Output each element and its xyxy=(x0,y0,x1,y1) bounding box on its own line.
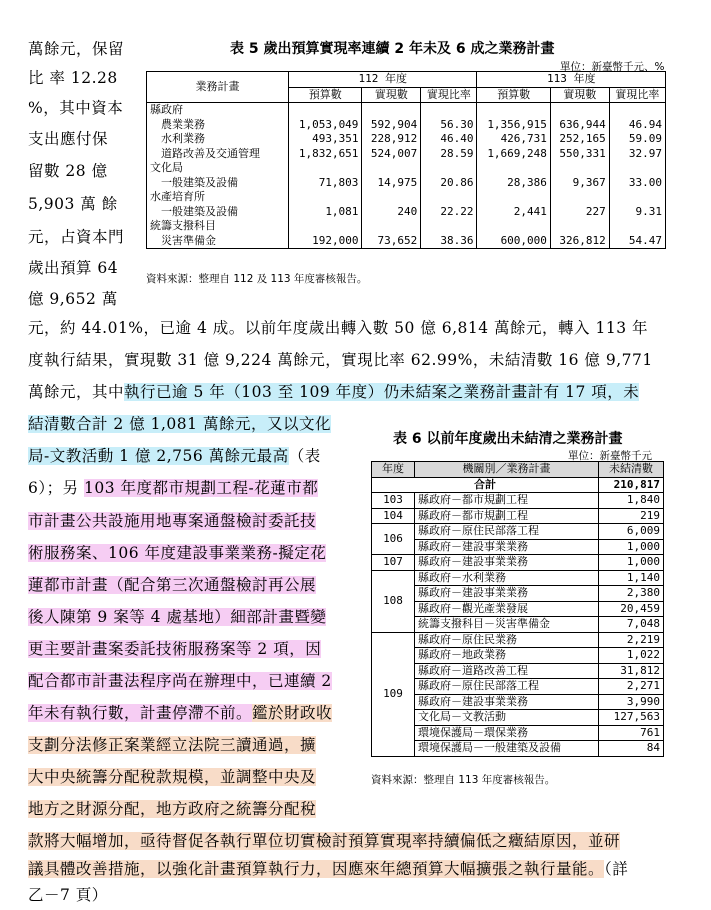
table6-plan: 縣政府－建設事業業務 xyxy=(415,555,599,571)
table5 xyxy=(146,71,666,249)
table5-row xyxy=(147,190,666,205)
text-span: 萬餘元，其中 xyxy=(28,383,125,401)
table6-plan: 統籌支撥科目－災害準備金 xyxy=(415,617,599,633)
table6-row xyxy=(372,617,664,633)
table6-amount: 127,563 xyxy=(599,710,664,726)
table5-category: 文化局 xyxy=(147,161,289,176)
table6-row xyxy=(372,725,664,741)
text-span: （詳 xyxy=(604,860,629,878)
text-line: 度執行結果，實現數 31 億 9,224 萬餘元，實現比率 62.99%，未結清數 16 億 9,771 xyxy=(28,351,653,369)
table5-empty-cell xyxy=(421,103,477,118)
table5-empty-cell xyxy=(362,190,421,205)
table5-value: 28.59 xyxy=(421,147,477,162)
table6-row xyxy=(372,524,664,540)
table5-value: 240 xyxy=(362,205,421,220)
table6-amount: 1,840 xyxy=(599,493,664,509)
table5-value: 71,803 xyxy=(289,176,362,191)
table5-value: 227 xyxy=(550,205,609,220)
table5-value: 33.00 xyxy=(609,176,665,191)
table5-plan-name: 道路改善及交通管理 xyxy=(147,147,289,162)
table5-value: 550,331 xyxy=(550,147,609,162)
table5-value: 56.30 xyxy=(421,118,477,133)
highlight-pink: 市計畫公共設施用地專案通盤檢討委託技 xyxy=(28,512,317,530)
highlight-cyan: 局-文教活動 1 億 2,756 萬餘元最高 xyxy=(28,447,289,465)
table6-plan: 縣政府－水利業務 xyxy=(415,570,599,586)
table5-value: 28,386 xyxy=(477,176,550,191)
table5-value: 22.22 xyxy=(421,205,477,220)
table5-empty-cell xyxy=(362,161,421,176)
table5-source: 資料來源：整理自 112 及 113 年度審核報告。 xyxy=(146,273,368,285)
table5-value: 1,356,915 xyxy=(477,118,550,133)
table6-amount: 7,048 xyxy=(599,617,664,633)
table6-row xyxy=(372,632,664,648)
table5-header-ratio: 實現比率 xyxy=(609,87,665,103)
table5-header-ratio: 實現比率 xyxy=(421,87,477,103)
table6-amount: 2,380 xyxy=(599,586,664,602)
highlight-pink: 103 年度都市規劃工程-花蓮市都 xyxy=(84,479,319,497)
table5-empty-cell xyxy=(289,161,362,176)
table5-plan-name: 一般建築及設備 xyxy=(147,205,289,220)
table5-empty-cell xyxy=(609,161,665,176)
table5-plan-name: 水利業務 xyxy=(147,132,289,147)
table6-amount: 3,990 xyxy=(599,694,664,710)
table6-source: 資料來源：整理自 113 年度審核報告。 xyxy=(371,774,556,786)
table6-plan: 縣政府－建設事業業務 xyxy=(415,694,599,710)
table5-category: 水產培育所 xyxy=(147,190,289,205)
table6-amount: 6,009 xyxy=(599,524,664,540)
table5-value: 426,731 xyxy=(477,132,550,147)
table6-year: 109 xyxy=(372,632,415,756)
table6-row xyxy=(372,570,664,586)
table6-amount: 1,000 xyxy=(599,555,664,571)
table6-plan: 環境保護局－環保業務 xyxy=(415,725,599,741)
table6-plan: 環境保護局－一般建築及設備 xyxy=(415,741,599,757)
table6-total-label: 合計 xyxy=(372,477,599,493)
table6-amount: 1,140 xyxy=(599,570,664,586)
table5-value: 524,007 xyxy=(362,147,421,162)
table5-value: 73,652 xyxy=(362,234,421,249)
text-line: 留數 28 億 xyxy=(28,162,108,180)
table5-row xyxy=(147,219,666,234)
table6-amount: 20,459 xyxy=(599,601,664,617)
table6-unit: 單位：新臺幣千元 xyxy=(568,450,652,462)
highlight-peach: 支劃分法修正案業經立法院三讀通過，擴 xyxy=(28,736,317,754)
table5-empty-cell xyxy=(477,103,550,118)
table5-category: 統籌支撥科目 xyxy=(147,219,289,234)
highlight-pink: 更主要計畫案委託技術服務案等 2 項，因 xyxy=(28,640,322,658)
table6-header-plan: 機關別／業務計畫 xyxy=(415,462,599,478)
table5-row xyxy=(147,161,666,176)
table6-row xyxy=(372,586,664,602)
highlight-cyan: 結清數合計 2 億 1,081 萬餘元，又以文化 xyxy=(28,415,331,433)
table5-row xyxy=(147,132,666,147)
table5-unit: 單位：新臺幣千元、% xyxy=(560,61,665,73)
text-line: 元，約 44.01%，已逾 4 成。以前年度歲出轉入數 50 億 6,814 萬餘元，轉入 113 年 xyxy=(28,319,648,337)
text-line xyxy=(28,574,316,596)
table5-empty-cell xyxy=(609,219,665,234)
highlight-pink: 後人陳第 9 案等 4 處基地）細部計畫暨變 xyxy=(28,608,327,626)
table6-year: 107 xyxy=(372,555,415,571)
table5-value: 252,165 xyxy=(550,132,609,147)
text-line: 元，占資本門 xyxy=(28,228,125,246)
highlight-peach: 議具體改善措施，以強化計畫預算執行力，因應來年總預算大幅擴張之執行量能。 xyxy=(28,860,605,878)
table5-header-year1: 112 年度 xyxy=(289,72,477,88)
table6-year: 108 xyxy=(372,570,415,632)
table6-total-row xyxy=(372,477,664,493)
text-line xyxy=(28,381,639,403)
table5-value: 600,000 xyxy=(477,234,550,249)
table6-plan: 縣政府－觀光產業發展 xyxy=(415,601,599,617)
table5-empty-cell xyxy=(289,219,362,234)
text-line: 歲出預算 64 xyxy=(28,259,119,277)
text-line: 5,903 萬 餘 xyxy=(28,195,118,213)
table5-value: 1,081 xyxy=(289,205,362,220)
table6-amount: 1,000 xyxy=(599,539,664,555)
text-line: 乙－7 頁） xyxy=(28,886,108,904)
table5-empty-cell xyxy=(550,103,609,118)
text-span: （表 xyxy=(288,447,321,465)
text-line xyxy=(28,606,326,628)
table5-header-budget: 預算數 xyxy=(477,87,550,103)
highlight-peach: 地方之財源分配，地方政府之統籌分配稅 xyxy=(28,800,317,818)
table5-plan-name: 農業業務 xyxy=(147,118,289,133)
table5-value: 592,904 xyxy=(362,118,421,133)
table6-row xyxy=(372,555,664,571)
table5-value: 326,812 xyxy=(550,234,609,249)
table6-amount: 2,219 xyxy=(599,632,664,648)
table6-row xyxy=(372,601,664,617)
table6-plan: 縣政府－都市規劃工程 xyxy=(415,493,599,509)
highlight-peach: 款將大幅增加，亟待督促各執行單位切實檢討預算實現率持續偏低之癥結原因，並研 xyxy=(28,832,621,850)
table5-row xyxy=(147,176,666,191)
table6-amount: 1,022 xyxy=(599,648,664,664)
table6-amount: 761 xyxy=(599,725,664,741)
table5-empty-cell xyxy=(362,219,421,234)
table5-value: 59.09 xyxy=(609,132,665,147)
table6-year: 104 xyxy=(372,508,415,524)
table6-row xyxy=(372,663,664,679)
table5-empty-cell xyxy=(609,190,665,205)
table5-empty-cell xyxy=(477,190,550,205)
table6-plan: 縣政府－建設事業業務 xyxy=(415,586,599,602)
table5-plan-name: 一般建築及設備 xyxy=(147,176,289,191)
table5-empty-cell xyxy=(289,190,362,205)
table6-plan: 縣政府－地政業務 xyxy=(415,648,599,664)
table6-total-value: 210,817 xyxy=(599,477,664,493)
table5-row xyxy=(147,103,666,118)
text-line: 億 9,652 萬 xyxy=(28,290,118,308)
table5-row xyxy=(147,147,666,162)
text-line: %，其中資本 xyxy=(28,99,124,117)
table5-category: 縣政府 xyxy=(147,103,289,118)
text-line xyxy=(28,445,321,467)
text-line xyxy=(28,734,316,756)
text-line xyxy=(28,670,332,692)
table6-plan: 縣政府－原住民業務 xyxy=(415,632,599,648)
table6-amount: 219 xyxy=(599,508,664,524)
text-line xyxy=(28,766,316,788)
text-line xyxy=(28,830,620,852)
table6-header-year: 年度 xyxy=(372,462,415,478)
table5-value: 32.97 xyxy=(609,147,665,162)
text-line xyxy=(28,702,332,724)
table5-value: 2,441 xyxy=(477,205,550,220)
text-line: 比 率 12.28 xyxy=(28,69,118,87)
table5-caption: 表 5 歲出預算實現率連續 2 年未及 6 成之業務計畫 xyxy=(230,41,555,57)
highlight-pink: 年未有執行數，計畫停滯不前。 xyxy=(28,704,253,722)
text-line xyxy=(28,638,321,660)
table5-header-actual: 實現數 xyxy=(550,87,609,103)
table5-row xyxy=(147,205,666,220)
table6-row xyxy=(372,710,664,726)
table6 xyxy=(371,461,664,757)
table5-value: 20.86 xyxy=(421,176,477,191)
table6-amount: 84 xyxy=(599,741,664,757)
table6-row xyxy=(372,679,664,695)
table5-value: 46.40 xyxy=(421,132,477,147)
table5-empty-cell xyxy=(362,103,421,118)
highlight-cyan: 執行已逾 5 年（103 至 109 年度）仍未結案之業務計畫計有 17 項，未 xyxy=(124,383,640,401)
table6-plan: 縣政府－建設事業業務 xyxy=(415,539,599,555)
table5-plan-name: 災害準備金 xyxy=(147,234,289,249)
table5-header-actual: 實現數 xyxy=(362,87,421,103)
highlight-pink: 配合都市計畫法程序尚在辦理中，已連續 2 xyxy=(28,672,332,690)
text-line xyxy=(28,510,316,532)
table5-value: 228,912 xyxy=(362,132,421,147)
text-line xyxy=(28,477,318,499)
table5-empty-cell xyxy=(421,190,477,205)
table5-value: 192,000 xyxy=(289,234,362,249)
table5-value: 1,053,049 xyxy=(289,118,362,133)
table6-plan: 縣政府－都市規劃工程 xyxy=(415,508,599,524)
table5-value: 9,367 xyxy=(550,176,609,191)
table6-year: 106 xyxy=(372,524,415,555)
table5-row xyxy=(147,234,666,249)
table6-amount: 2,271 xyxy=(599,679,664,695)
table6-plan: 縣政府－道路改善工程 xyxy=(415,663,599,679)
text-line xyxy=(28,858,628,880)
table5-empty-cell xyxy=(477,219,550,234)
highlight-pink: 術服務案、106 年度建設事業業務-擬定花 xyxy=(28,544,327,562)
table5-value: 493,351 xyxy=(289,132,362,147)
table6-row xyxy=(372,741,664,757)
text-line: 萬餘元，保留 xyxy=(28,40,125,58)
table6-plan: 縣政府－原住民部落工程 xyxy=(415,524,599,540)
table5-header-year2: 113 年度 xyxy=(477,72,666,88)
table5-value: 14,975 xyxy=(362,176,421,191)
table5-value: 636,944 xyxy=(550,118,609,133)
table6-row xyxy=(372,694,664,710)
highlight-peach: 大中央統籌分配稅款規模，並調整中央及 xyxy=(28,768,317,786)
table5-value: 38.36 xyxy=(421,234,477,249)
table5-value: 1,669,248 xyxy=(477,147,550,162)
table5-empty-cell xyxy=(421,161,477,176)
table6-row xyxy=(372,508,664,524)
highlight-peach: 鑑於財政收 xyxy=(252,704,333,722)
table6-row xyxy=(372,493,664,509)
table5-empty-cell xyxy=(477,161,550,176)
table6-year: 103 xyxy=(372,493,415,509)
table6-row xyxy=(372,539,664,555)
table5-value: 46.94 xyxy=(609,118,665,133)
table5-header-budget: 預算數 xyxy=(289,87,362,103)
table5-empty-cell xyxy=(421,219,477,234)
text-span: 6）；另 xyxy=(28,479,85,497)
text-line: 支出應付保 xyxy=(28,130,109,148)
table6-plan: 文化局－文教活動 xyxy=(415,710,599,726)
text-line xyxy=(28,542,326,564)
table6-row xyxy=(372,648,664,664)
table5-empty-cell xyxy=(550,219,609,234)
table5-empty-cell xyxy=(609,103,665,118)
table5-header-plan: 業務計畫 xyxy=(147,72,289,103)
table5-empty-cell xyxy=(550,161,609,176)
text-line xyxy=(28,413,331,435)
table5-value: 1,832,651 xyxy=(289,147,362,162)
table5-empty-cell xyxy=(289,103,362,118)
text-line xyxy=(28,798,316,820)
table5-row xyxy=(147,118,666,133)
table5-value: 9.31 xyxy=(609,205,665,220)
table6-amount: 31,812 xyxy=(599,663,664,679)
table5-empty-cell xyxy=(550,190,609,205)
table5-value: 54.47 xyxy=(609,234,665,249)
highlight-pink: 蓮都市計畫（配合第三次通盤檢討再公展 xyxy=(28,576,317,594)
table6-plan: 縣政府－原住民部落工程 xyxy=(415,679,599,695)
table6-header-amount: 未結清數 xyxy=(599,462,664,478)
table6-caption: 表 6 以前年度歲出未結清之業務計畫 xyxy=(393,431,623,447)
